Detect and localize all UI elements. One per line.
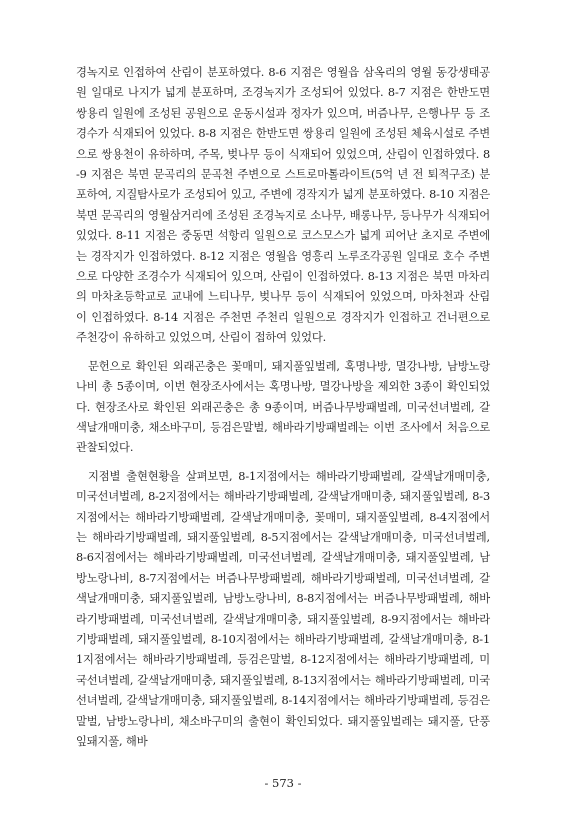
document-body — [76, 63, 490, 760]
page-number: - 573 - — [264, 776, 302, 790]
paragraph-site-occurrence: 지점별 출현현황을 살펴보면, 8-1지점에서는 해바라기방패벌레, 갈색날개매미충, 미국선녀벌레, 8-2지점에서는 해바라기방패벌레, 갈색날개매미충, 돼지풀잎벌레, 8-3지점에서는 해바라기방패벌레, 갈색날개매미충, 꽃매미, 돼지풀잎벌레, 8-4지점에서는 해바라기방패벌레, 돼지풀잎벌레, 8-5지점에서는 갈색날개매미충, 미국선녀벌레, 8-6지점에서는 해바라기방패벌레, 미국선녀벌레, 갈색날개매미충, 돼지풀잎벌레, 남방노랑나비, 8-7지점에서는 버즘나무방패벌레, 해바라기방패벌레, 미국선녀벌레, 갈색날개매미충, 돼지풀잎벌레, 남방노랑나비, 8-8지점에서는 버즘나무방패벌레, 해바라기방패벌레, 미국선녀벌레, 갈색날개매미충, 돼지풀잎벌레, 8-9지점에서는 해바라기방패벌레, 돼지풀잎벌레, 8-10지점에서는 해바라기방패벌레, 갈색날개매미충, 8-11지점에서는 해바라기방패벌레, 등검은말벌, 8-12지점에서는 해바라기방패벌레, 미국선녀벌레, 갈색날개매미충, 돼지풀잎벌레, 8-13지점에서는 해바라기방패벌레, 미국선녀벌레, 갈색날개매미충, 돼지풀잎벌레, 8-14지점에서는 해바라기방패벌레, 등검은말벌, 남방노랑나비, 채소바구미의 출현이 확인되었다. 돼지풀잎벌레는 돼지풀, 단풍잎돼지풀, 해바 — [76, 469, 490, 748]
paragraph-site-descriptions: 경녹지로 인접하여 산림이 분포하였다. 8-6 지점은 영월읍 삼옥리의 영월 동강생태공원 일대로 나지가 넓게 분포하며, 조경녹지가 조성되어 있었다. 8-7 지점은 한반도면 쌍용리 일원에 조성된 공원으로 운동시설과 정자가 있으며, 버즘나무, 은행나무 등 조경수가 식재되어 있었다. 8-8 지점은 한반도면 쌍용리 일원에 조성된 체육시설로 주변으로 쌍용천이 유하하며, 주목, 벚나무 등이 식재되어 있었으며, 산림이 인접하였다. 8-9 지점은 북면 문곡리의 문곡천 주변으로 스트로마톨라이트(5억 년 전 퇴적구조) 분포하여, 지질탐사로가 조성되어 있고, 주변에 경작지가 넓게 분포하였다. 8-10 지점은 북면 문곡리의 영월삼거리에 조성된 조경녹지로 소나무, 배롱나무, 등나무가 식재되어 있었다. 8-11 지점은 중동면 석항리 일원으로 코스모스가 넓게 피어난 초지로 주변에는 경작지가 인접하였다. 8-12 지점은 영월읍 영흥리 노루조각공원 일대로 호수 주변으로 다양한 조경수가 식재되어 있으며, 산림이 인접하였다. 8-13 지점은 북면 마차리의 마차초등학교로 교내에 느티나무, 벚나무 등이 식재되어 있었으며, 마차천과 산림이 인접하였다. 8-14 지점은 주천면 주천리 일원으로 경작지가 인접하고 건너편으로 주천강이 유하하고 있었으며, 산림이 접하여 있었다. — [76, 66, 490, 345]
paragraph-literature-species: 문헌으로 확인된 외래곤충은 꽃매미, 돼지풀잎벌레, 혹명나방, 멸강나방, 남방노랑나비 총 5종이며, 이번 현장조사에서는 혹명나방, 멸강나방을 제외한 3종이 확인되었다. 현장조사로 확인된 외래곤충은 총 9종이며, 버즘나무방패벌레, 미국선녀벌레, 갈색날개매미충, 채소바구미, 등검은말벌, 해바라기방패벌레는 이번 조사에서 처음으로 관찰되었다. — [76, 359, 490, 455]
